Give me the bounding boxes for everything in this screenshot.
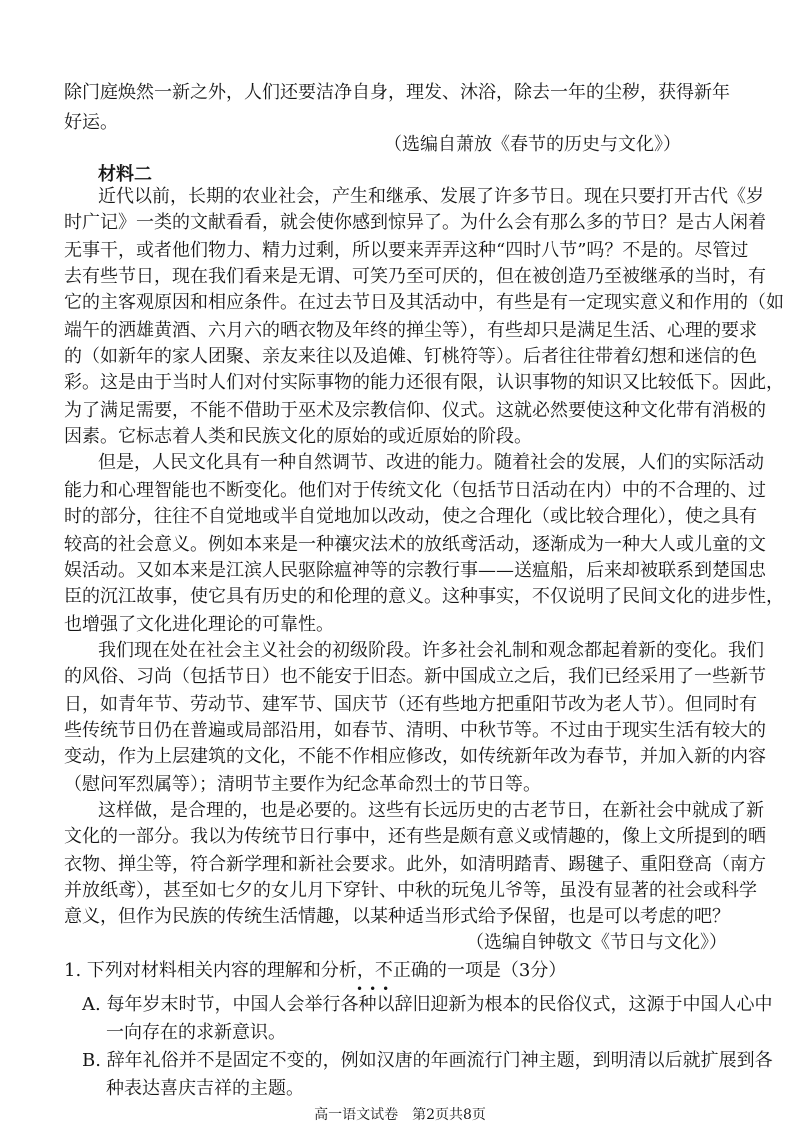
option-b: B. 辞年礼俗并不是固定不变的，例如汉唐的年画流行门神主题，到明清以后就扩展到各 <box>82 1050 773 1071</box>
emphasis-dots: ••• <box>356 982 396 996</box>
text-line: 除门庭焕然一新之外，人们还要洁净自身，理发、沐浴，除去一年的尘秽，获得新年 <box>64 82 730 103</box>
text-line: 好运。 <box>64 112 118 133</box>
page-footer: 高一语文试卷 第2页共8页 <box>314 1107 486 1123</box>
text-line: 时广记》一类的文献看看，就会使你感到惊异了。为什么会有那么多的节日？是古人闲着 <box>64 212 766 233</box>
material-heading: 材料二 <box>98 164 152 185</box>
text-line: 日，如青年节、劳动节、建军节、国庆节（还有些地方把重阳节改为老人节）。但同时有 <box>64 694 757 715</box>
text-line: 衣物、掸尘等，符合新学理和新社会要求。此外，如清明踏青、踢毽子、重阳登高（南方 <box>64 854 766 875</box>
option-b-continued: 种表达喜庆吉祥的主题。 <box>106 1078 304 1099</box>
text-line: 较高的社会意义。例如本来是一种禳灾法术的放纸鸢活动，逐渐成为一种大人或儿童的文 <box>64 534 766 555</box>
text-line: 娱活动。又如本来是江滨人民驱除瘟神等的宗教行事——送瘟船，后来却被联系到楚国忠 <box>64 560 766 581</box>
text-line: 时的部分，往往不自觉地或半自觉地加以改动，使之合理化（或比较合理化），使之具有 <box>64 506 757 527</box>
text-line: 变动，作为上层建筑的文化，不能不作相应修改，如传统新年改为春节，并加入新的内容 <box>64 746 766 767</box>
text-line: 的风俗、习尚（包括节日）也不能安于旧态。新中国成立之后，我们已经采用了一些新节 <box>64 666 766 687</box>
text-line: 彩。这是由于当时人们对付实际事物的能力还很有限，认识事物的知识又比较低下。因此， <box>64 372 784 393</box>
text-line: 近代以前，长期的农业社会，产生和继承、发展了许多节日。现在只要打开古代《岁 <box>98 186 764 207</box>
text-line: 也增强了文化进化理论的可靠性。 <box>64 614 334 635</box>
text-line: 因素。它标志着人类和民族文化的原始的或近原始的阶段。 <box>64 426 532 447</box>
text-line: 无事干，或者他们物力、精力过剩，所以要来弄弄这种“四时八节”吗？不是的。尽管过 <box>64 240 749 261</box>
text-line: 它的主客观原因和相应条件。在过去节日及其活动中，有些是有一定现实意义和作用的（如 <box>64 292 784 313</box>
text-line: 端午的洒雄黄酒、六月六的晒衣物及年终的掸尘等），有些却只是满足生活、心理的要求 <box>64 320 757 341</box>
text-line: 些传统节日仍在普遍或局部沿用，如春节、清明、中秋节等。不过由于现实生活有较大的 <box>64 720 766 741</box>
source-citation: （选编自钟敬文《节日与文化》） <box>466 932 727 953</box>
source-citation: （选编自萧放《春节的历史与文化》） <box>384 134 681 155</box>
text-line: 但是，人民文化具有一种自然调节、改进的能力。随着社会的发展，人们的实际活动 <box>98 452 764 473</box>
text-line: 这样做，是合理的，也是必要的。这些有长远历史的古老节日，在新社会中就成了新 <box>98 800 764 821</box>
text-line: 的（如新年的家人团聚、亲友来往以及追傩、钉桃符等）。后者往往带着幻想和迷信的色 <box>64 346 757 367</box>
text-line: （慰问军烈属等）；清明节主要作为纪念革命烈士的节日等。 <box>64 774 541 795</box>
option-a: A. 每年岁末时节，中国人会举行各种以辞旧迎新为根本的民俗仪式，这源于中国人心中 <box>82 994 773 1015</box>
text-line: 去有些节日，现在我们看来是无谓、可笑乃至可厌的，但在被创造乃至被继承的当时，有 <box>64 266 766 287</box>
option-a-continued: 一向存在的求新意识。 <box>106 1022 286 1043</box>
question-stem: 1. 下列对材料相关内容的理解和分析，不正确的一项是（3分） <box>64 960 567 981</box>
text-line: 并放纸鸢），甚至如七夕的女儿月下穿针、中秋的玩兔儿爷等，虽没有显著的社会或科学 <box>64 880 757 901</box>
text-line: 文化的一部分。我以为传统节日行事中，还有些是颇有意义或情趣的，像上文所提到的晒 <box>64 826 766 847</box>
text-line: 臣的沉江故事，使它具有历史的和伦理的意义。这种事实，不仅说明了民间文化的进步性， <box>64 586 784 607</box>
text-line: 我们现在处在社会主义社会的初级阶段。许多社会礼制和观念都起着新的变化。我们 <box>98 640 764 661</box>
text-line: 能力和心理智能也不断变化。他们对于传统文化（包括节日活动在内）中的不合理的、过 <box>64 480 766 501</box>
text-line: 为了满足需要，不能不借助于巫术及宗教信仰、仪式。这就必然要使这种文化带有消极的 <box>64 400 766 421</box>
text-line: 意义，但作为民族的传统生活情趣，以某种适当形式给予保留，也是可以考虑的吧？ <box>64 906 730 927</box>
